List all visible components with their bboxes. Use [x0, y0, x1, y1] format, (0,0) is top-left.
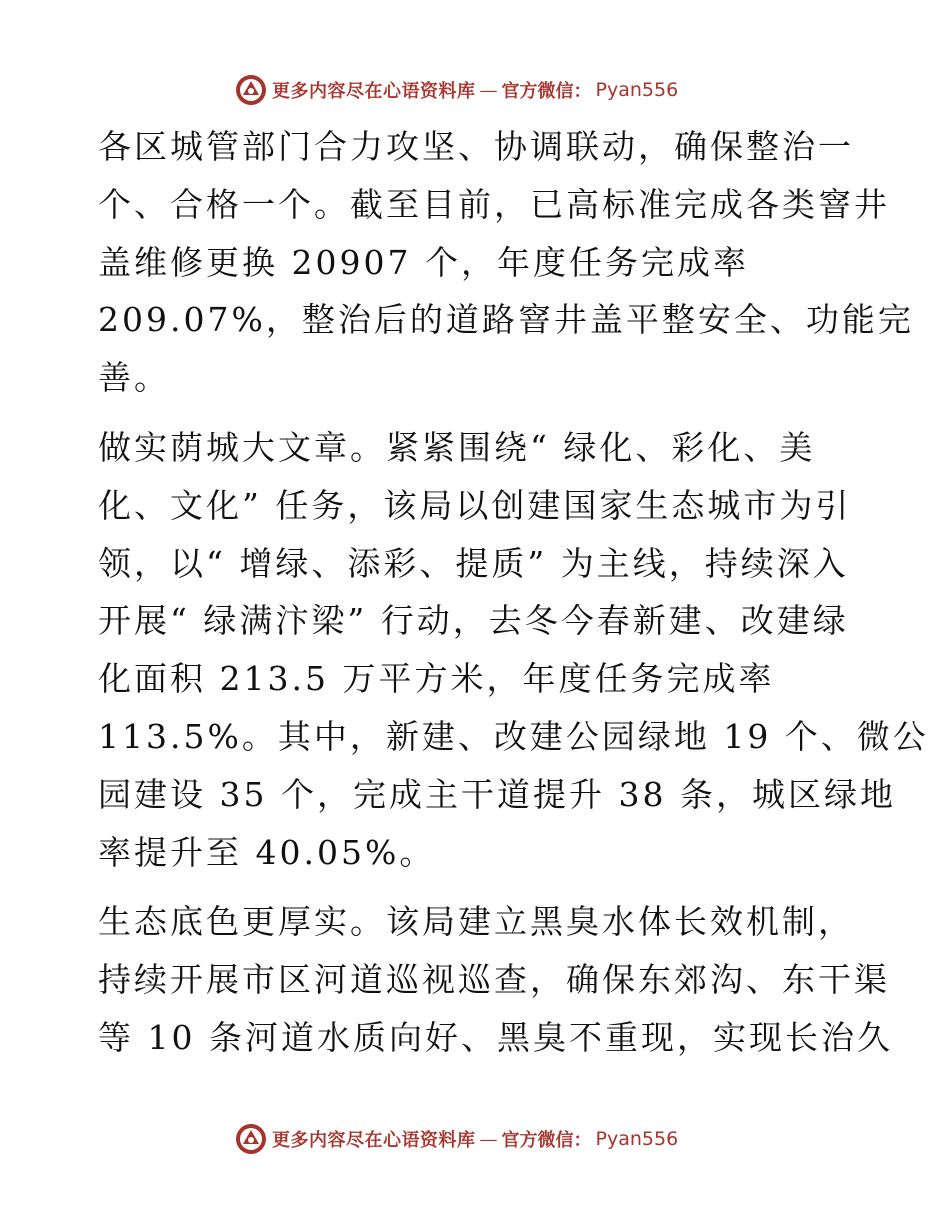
- text-line: 持续开展市区河道巡视巡查，确保东郊沟、东干渠: [98, 960, 890, 1000]
- text-line: 善。: [98, 358, 170, 398]
- text-line: 化、文化” 任务，该局以创建国家生态城市为引: [98, 485, 852, 525]
- watermark-separator: —: [479, 1128, 498, 1150]
- watermark-contact-label: 官方微信：: [501, 1130, 592, 1151]
- text-line: 做实荫城大文章。紧紧围绕“ 绿化、彩化、美: [98, 427, 816, 467]
- text-line: 化面积 213.5 万平方米，年度任务完成率: [98, 659, 775, 699]
- watermark-site-text: 更多内容尽在心语资料库: [272, 1130, 476, 1151]
- watermark-handle: Pyan556: [595, 79, 679, 101]
- footer-watermark: [234, 1121, 678, 1157]
- watermark-handle: Pyan556: [595, 1128, 679, 1150]
- text-line: 生态底色更厚实。该局建立黑臭水体长效机制，: [98, 902, 854, 942]
- text-line: 个、合格一个。截至目前，已高标准完成各类窨井: [98, 184, 890, 224]
- text-line: 领，以“ 增绿、添彩、提质” 为主线，持续深入: [98, 543, 849, 583]
- text-line: 开展“ 绿满汴梁” 行动，去冬今春新建、改建绿: [98, 601, 849, 641]
- text-line: 盖维修更换 20907 个，年度任务完成率: [98, 242, 749, 282]
- paragraph-manhole-covers: [98, 118, 914, 407]
- watermark-site-text: 更多内容尽在心语资料库: [272, 81, 476, 102]
- watermark-contact-label: 官方微信：: [501, 81, 592, 102]
- document-body: [98, 118, 929, 1067]
- text-line: 等 10 条河道水质向好、黑臭不重现，实现长治久: [98, 1017, 893, 1057]
- paragraph-ecology: [98, 893, 893, 1066]
- red-circle-emblem-icon: [234, 1122, 268, 1156]
- header-watermark: [234, 72, 678, 108]
- paragraph-greening: [98, 419, 929, 881]
- text-line: 园建设 35 个，完成主干道提升 38 条，城区绿地: [98, 774, 896, 814]
- text-line: 率提升至 40.05%。: [98, 832, 436, 872]
- text-line: 209.07%，整治后的道路窨井盖平整安全、功能完: [98, 300, 914, 340]
- text-line: 113.5%。其中，新建、改建公园绿地 19 个、微公: [98, 716, 929, 756]
- text-line: 各区城管部门合力攻坚、协调联动，确保整治一: [98, 127, 854, 166]
- red-circle-emblem-icon: [234, 73, 268, 107]
- watermark-separator: —: [479, 79, 498, 101]
